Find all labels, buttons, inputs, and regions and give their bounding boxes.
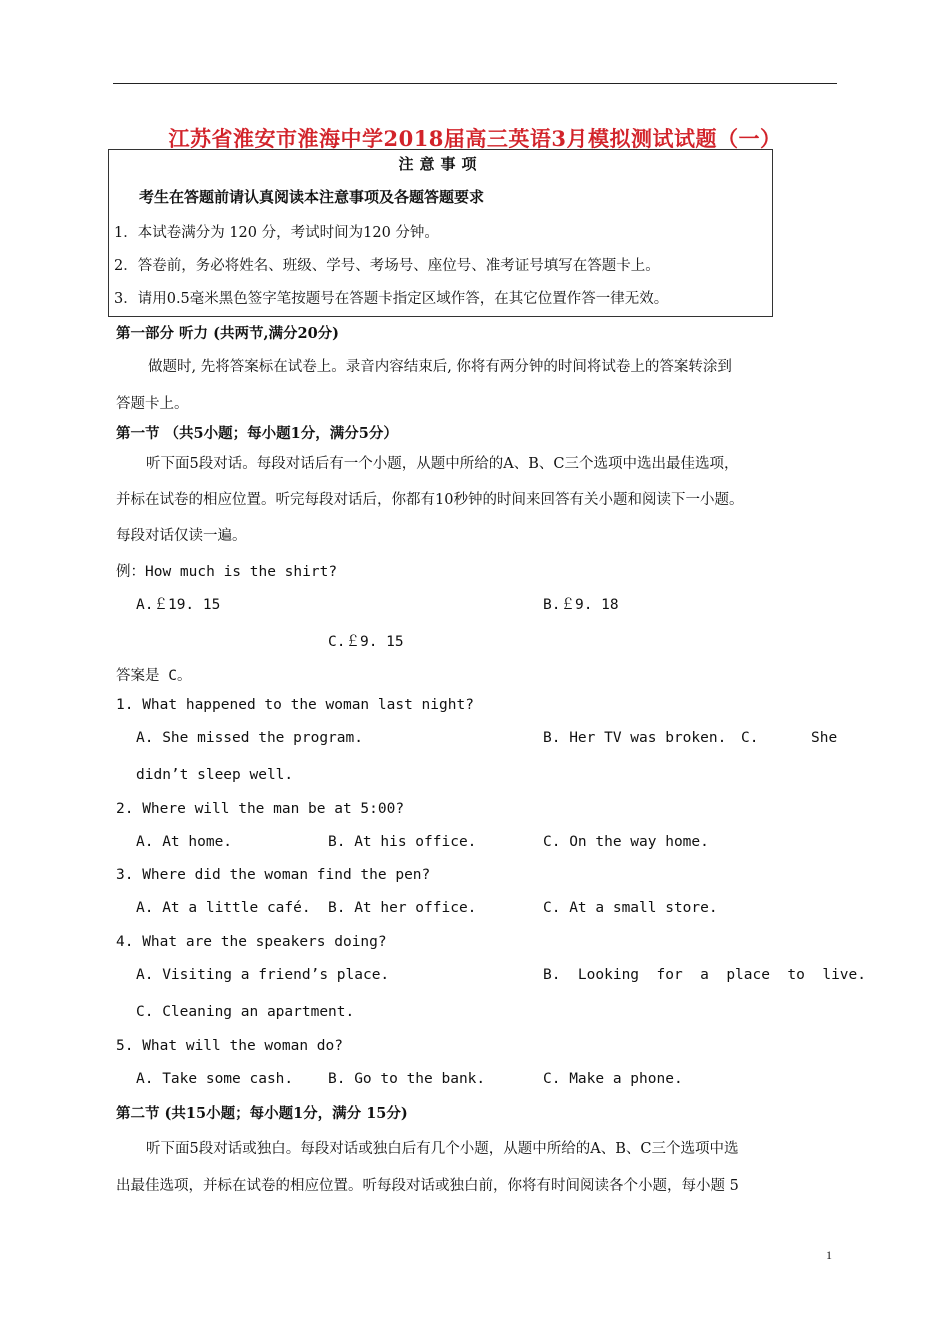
part1-intro: 做题时, 先将答案标在试卷上。录音内容结束后, 你将有两分钟的时间将试卷上的答案转涂到 <box>148 359 732 375</box>
q5-option-c: C. Make a phone. <box>543 1071 683 1087</box>
q3-option-a: A. At a little café. <box>136 900 311 916</box>
q4-option-c: C. Cleaning an apartment. <box>136 1004 355 1020</box>
q2-option-c: C. On the way home. <box>543 834 709 850</box>
notice-heading: 注意事项 <box>398 155 483 173</box>
q1-option-c-label: C. <box>741 730 759 746</box>
question-5: 5. What will the woman do? <box>116 1038 343 1054</box>
notice-item: 3．请用0.5毫米黑色签字笔按题号在答题卡指定区域作答，在其它位置作答一律无效。 <box>114 291 669 307</box>
section1-instructions: 听下面5段对话。每段对话后有一个小题，从题中所给的A、B、C三个选项中选出最佳选项， <box>146 456 739 472</box>
q1-option-c-start: She <box>811 730 838 746</box>
q4-option-a: A. Visiting a friend’s place. <box>136 967 390 983</box>
notice-subheading: 考生在答题前请认真阅读本注意事项及各题答题要求 <box>139 188 485 206</box>
notice-item: 1．本试卷满分为 120 分，考试时间为120 分钟。 <box>114 225 439 241</box>
section2-instructions: 听下面5段对话或独白。每段对话或独白后有几个小题，从题中所给的A、B、C三个选项中选 <box>146 1141 739 1157</box>
header-rule <box>113 83 837 84</box>
q1-option-c-cont: didn’t sleep well. <box>136 767 294 783</box>
q1-option-a: A. She missed the program. <box>136 730 363 746</box>
q2-option-b: B. At his office. <box>328 834 477 850</box>
section1-instructions-end: 每段对话仅读一遍。 <box>116 528 247 544</box>
example-option-a: A.￡19. 15 <box>136 597 221 613</box>
section1-instructions-cont: 并标在试卷的相应位置。听完每段对话后，你都有10秒钟的时间来回答有关小题和阅读下一小题。 <box>116 492 744 508</box>
page-number: 1 <box>826 1248 832 1262</box>
notice-box <box>108 149 773 317</box>
example-option-c: C.￡9. 15 <box>328 634 404 650</box>
part1-heading: 第一部分 听力 (共两节,满分20分) <box>116 325 340 342</box>
example-option-b: B.￡9. 18 <box>543 597 619 613</box>
question-1: 1. What happened to the woman last night? <box>116 697 474 713</box>
part1-intro-cont: 答题卡上。 <box>116 396 189 412</box>
question-3: 3. Where did the woman find the pen? <box>116 867 431 883</box>
q1-option-b: B. Her TV was broken. <box>543 730 727 746</box>
exam-title: 江苏省淮安市淮海中学2018届高三英语3月模拟测试试题（一） <box>168 126 782 151</box>
section2-instructions-cont: 出最佳选项，并标在试卷的相应位置。听每段对话或独白前，你将有时间阅读各个小题，每小题 5 <box>116 1178 739 1194</box>
q3-option-c: C. At a small store. <box>543 900 718 916</box>
q3-option-b: B. At her office. <box>328 900 477 916</box>
notice-item: 2．答卷前，务必将姓名、班级、学号、考场号、座位号、准考证号填写在答题卡上。 <box>114 258 660 274</box>
q2-option-a: A. At home. <box>136 834 233 850</box>
question-2: 2. Where will the man be at 5:00? <box>116 801 405 817</box>
question-4: 4. What are the speakers doing? <box>116 934 387 950</box>
q5-option-b: B. Go to the bank. <box>328 1071 486 1087</box>
q4-option-b: B. Looking for a place to live. <box>543 967 867 983</box>
example-question: 例：How much is the shirt? <box>116 564 338 580</box>
section1-heading: 第一节 （共5小题；每小题1分，满分5分） <box>116 425 398 442</box>
example-answer: 答案是 C。 <box>116 668 192 684</box>
section2-heading: 第二节 (共15小题；每小题1分，满分 15分) <box>116 1105 408 1122</box>
q5-option-a: A. Take some cash. <box>136 1071 294 1087</box>
